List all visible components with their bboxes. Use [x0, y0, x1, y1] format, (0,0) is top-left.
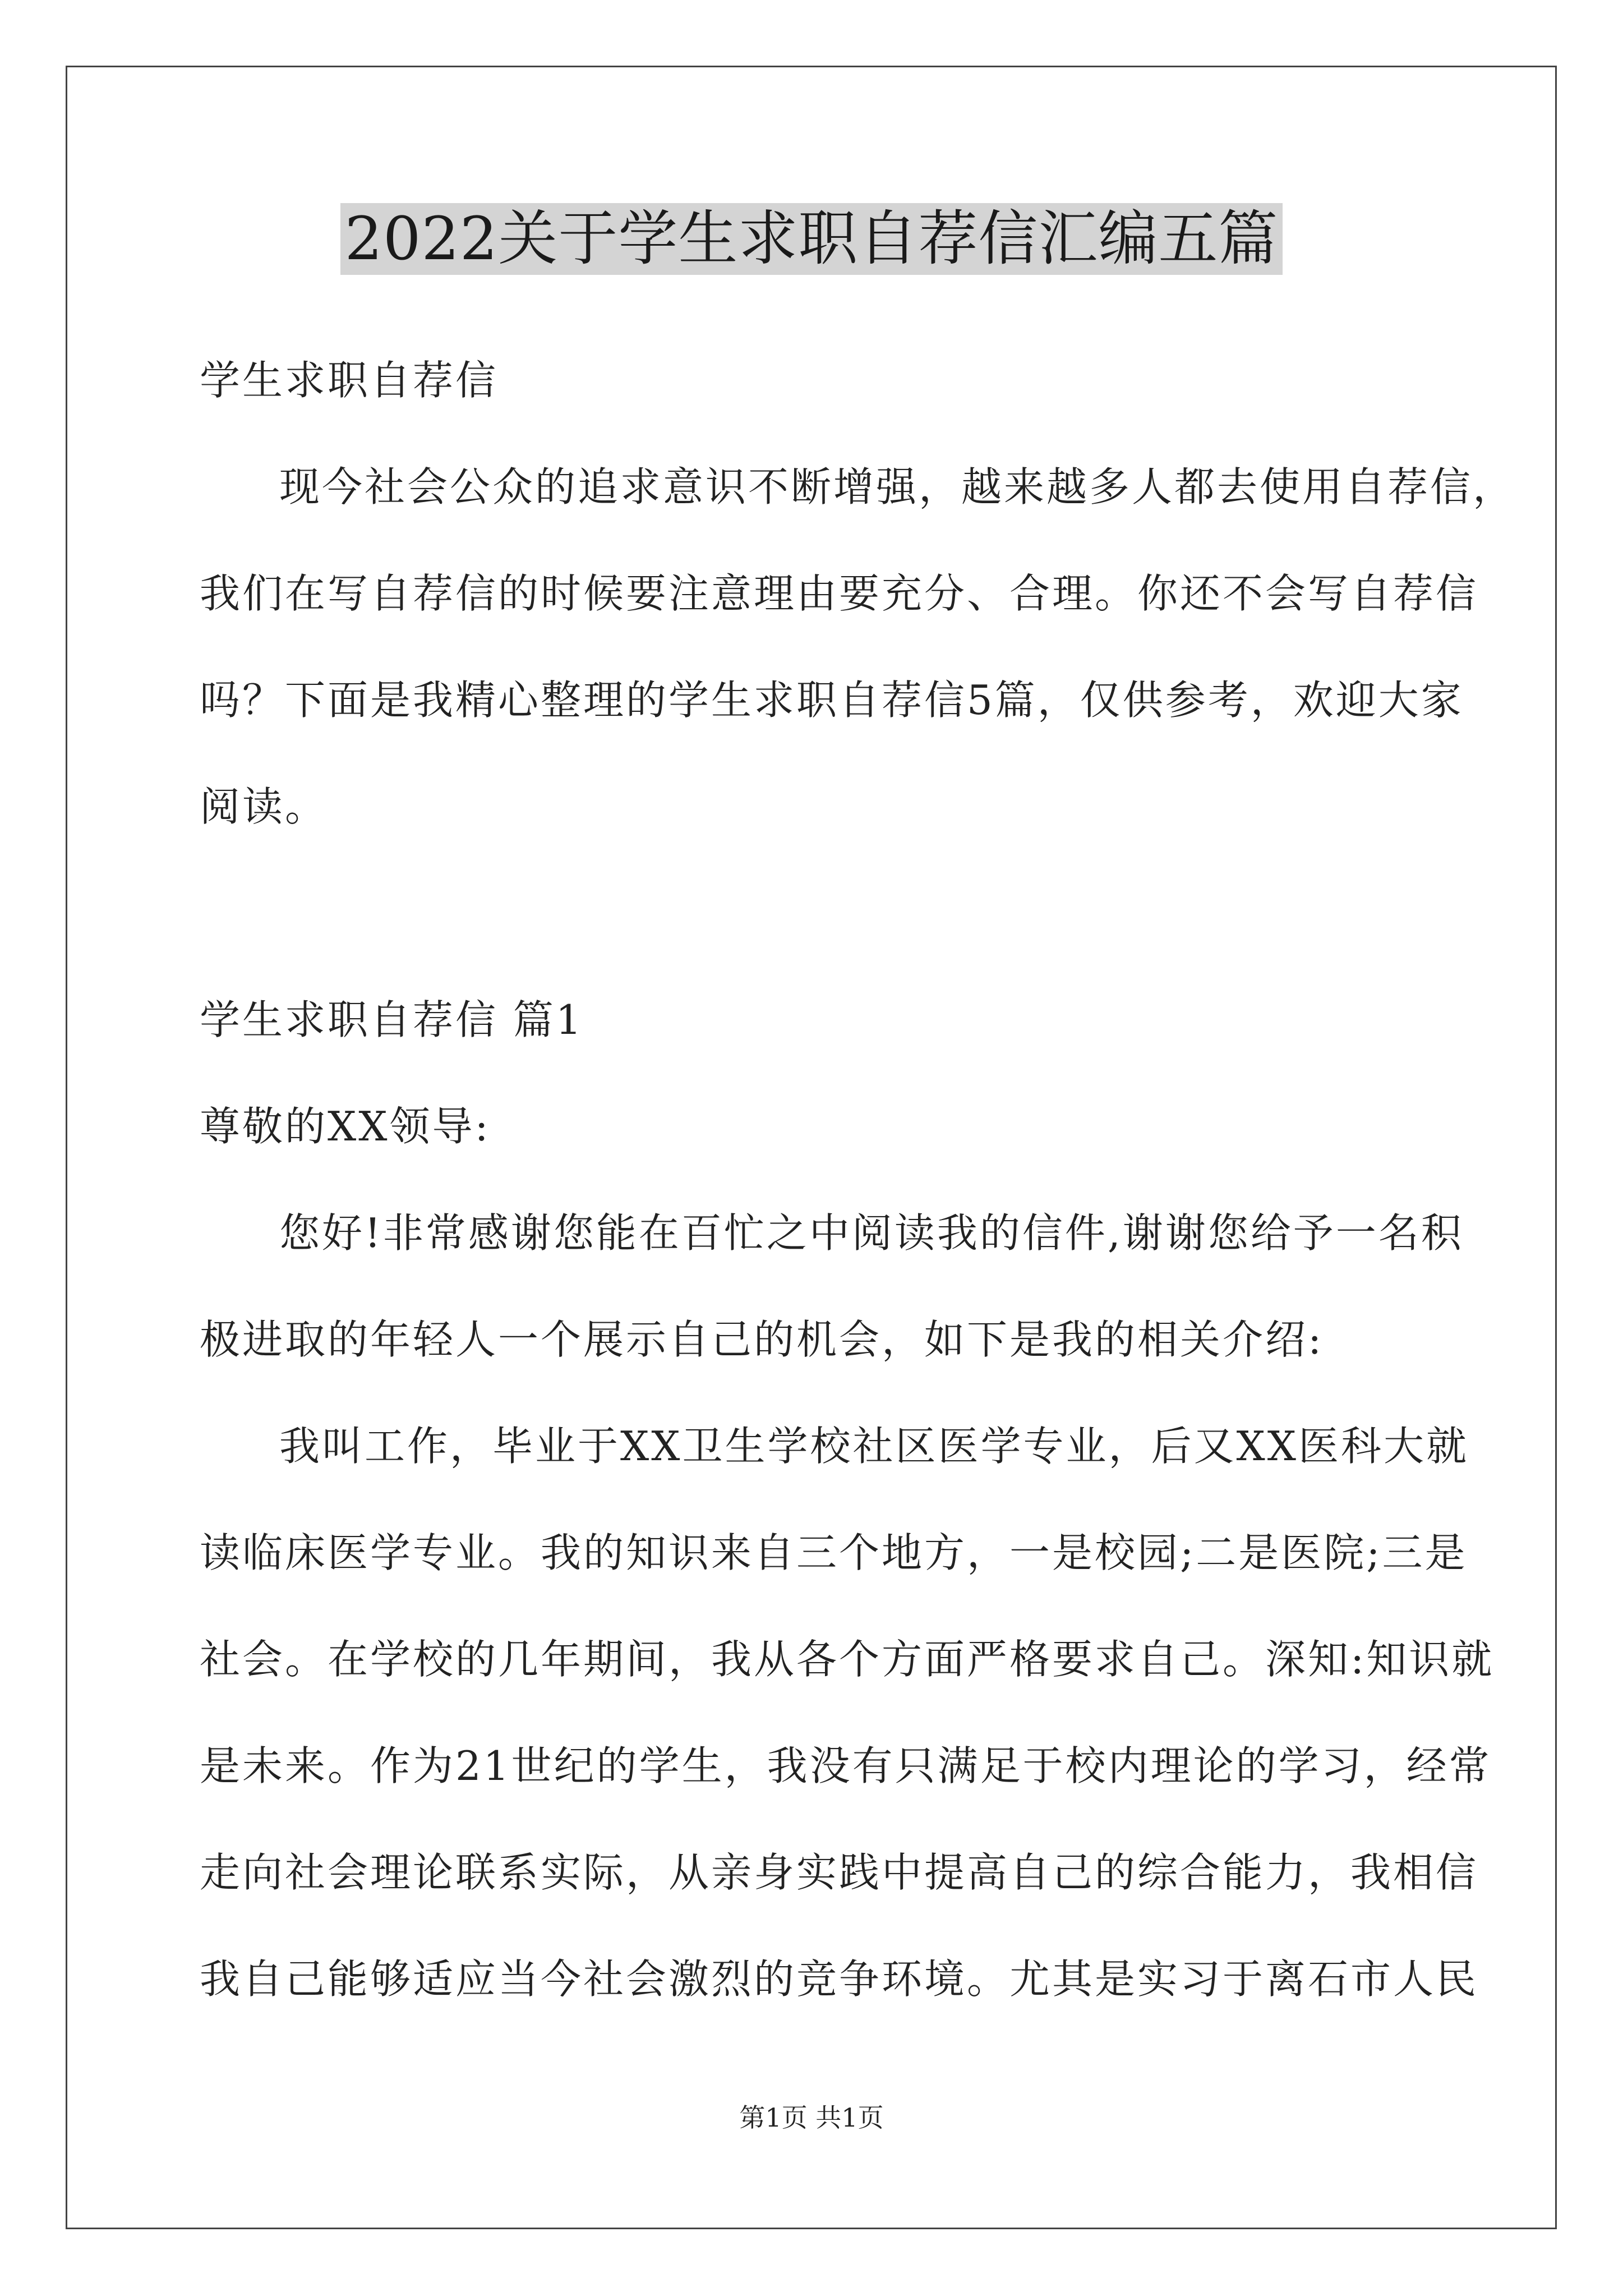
paragraph-line: 是未来。作为21世纪的学生，我没有只满足于校内理论的学习，经常 [200, 1742, 1492, 1789]
paragraph-line: 走向社会理论联系实际，从亲身实践中提高自己的综合能力，我相信 [200, 1849, 1479, 1896]
intro-line: 我们在写自荐信的时候要注意理由要充分、合理。你还不会写自荐信 [200, 570, 1479, 617]
page-footer: 第1页 共1页 [739, 2102, 884, 2133]
title-container [0, 203, 1623, 275]
paragraph-line: 您好!非常感谢您能在百忙之中阅读我的信件,谢谢您给予一名积 [279, 1209, 1464, 1257]
paragraph-line: 读临床医学专业。我的知识来自三个地方，一是校园;二是医院;三是 [200, 1529, 1468, 1576]
intro-line: 阅读。 [200, 783, 328, 830]
paragraph-line: 极进取的年轻人一个展示自己的机会，如下是我的相关介绍: [200, 1316, 1324, 1363]
paragraph-line: 我叫工作，毕业于XX卫生学校社区医学专业，后又XX医科大就 [279, 1423, 1469, 1470]
section-heading: 学生求职自荐信 篇1 [200, 996, 584, 1043]
intro-line: 吗？下面是我精心整理的学生求职自荐信5篇，仅供参考，欢迎大家 [200, 677, 1464, 724]
paragraph-line: 我自己能够适应当今社会激烈的竞争环境。尤其是实习于离石市人民 [200, 1955, 1479, 2003]
intro-heading: 学生求职自荐信 [200, 357, 499, 404]
paragraph-line: 社会。在学校的几年期间，我从各个方面严格要求自己。深知:知识就 [200, 1636, 1495, 1683]
salutation: 尊敬的XX领导: [200, 1103, 491, 1150]
intro-line: 现今社会公众的追求意识不断增强，越来越多人都去使用自荐信， [279, 463, 1516, 510]
document-title: 2022关于学生求职自荐信汇编五篇 [340, 203, 1283, 275]
